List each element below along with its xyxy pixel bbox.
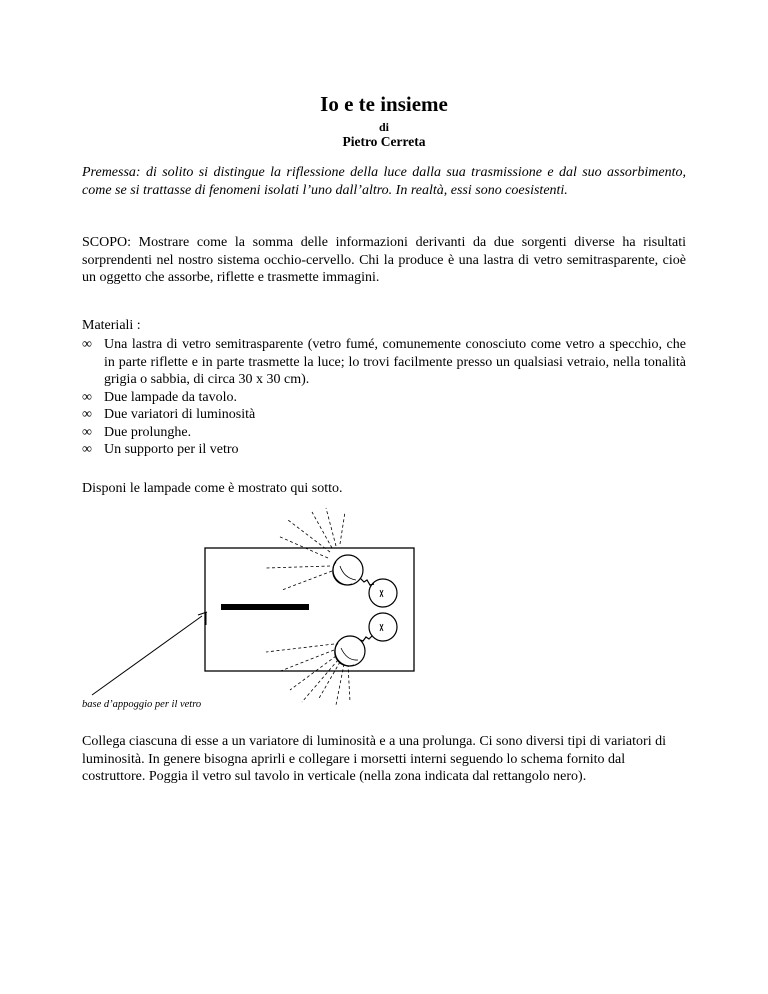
infinity-bullet-icon: ∞ (82, 442, 92, 457)
premise-paragraph: Premessa: di solito si distingue la riflessione della luce dalla sua trasmissione e dal suo assorbimento, come se si trattasse di fenomeni isolati l’uno dall’altro. In realtà, essi sono coesistenti. (82, 165, 686, 198)
arrange-instruction: Disponi le lampade come è mostrato qui sotto. (82, 481, 343, 496)
scope-paragraph: SCOPO: Mostrare come la somma delle informazioni derivanti da due sorgenti diverse ha risultati sorprendenti nel nostro sistema occhio-cervello. Chi la produce è una lastra di vetro semitrasparente, cioè un oggetto che assorbe, riflette e trasmette immagini. (82, 235, 686, 285)
infinity-bullet-icon: ∞ (82, 389, 92, 405)
connect-paragraph: Collega ciascuna di esse a un variatore di luminosità e a una prolunga. Ci sono diversi tipi di variatori di luminosità. In genere bisogna aprirli e collegare i morsetti interni seguendo lo schema fornito dal costruttore. Poggia il vetro sul tavolo in verticale (nella zona indicata dal rettangolo nero). (82, 734, 666, 784)
upper-light-rays (266, 508, 345, 590)
infinity-bullet-icon: ∞ (82, 407, 92, 422)
caption-pointer-line (92, 616, 202, 695)
byline-di: di (378, 120, 389, 134)
upper-lamp-icon (333, 555, 397, 607)
materials-heading: Materiali : (82, 318, 141, 333)
document-title: Io e te insieme (320, 92, 448, 116)
list-item: ∞ Un supporto per il vetro (82, 442, 239, 457)
list-item: ∞ Una lastra di vetro semitrasparente (vetro fumé, comunemente conosciuto come vetro a specchio, che in parte riflette e in parte trasmette la luce; lo trovi facilmente presso un qualsiasi vetraio, nella tonalità grigia o sabbia, di circa 30 x 30 cm). (82, 337, 686, 387)
lower-lamp-icon (335, 613, 397, 666)
author-name: Pietro Cerreta (342, 134, 426, 149)
infinity-bullet-icon: ∞ (82, 424, 92, 440)
glass-support-bar (221, 604, 309, 610)
list-item: ∞ Due prolunghe. (82, 424, 192, 440)
list-item: ∞ Due variatori di luminosità (82, 407, 256, 422)
infinity-bullet-icon: ∞ (82, 337, 92, 352)
figure-caption: base d’appoggio per il vetro (82, 699, 202, 710)
list-item: ∞ Due lampade da tavolo. (82, 389, 237, 405)
